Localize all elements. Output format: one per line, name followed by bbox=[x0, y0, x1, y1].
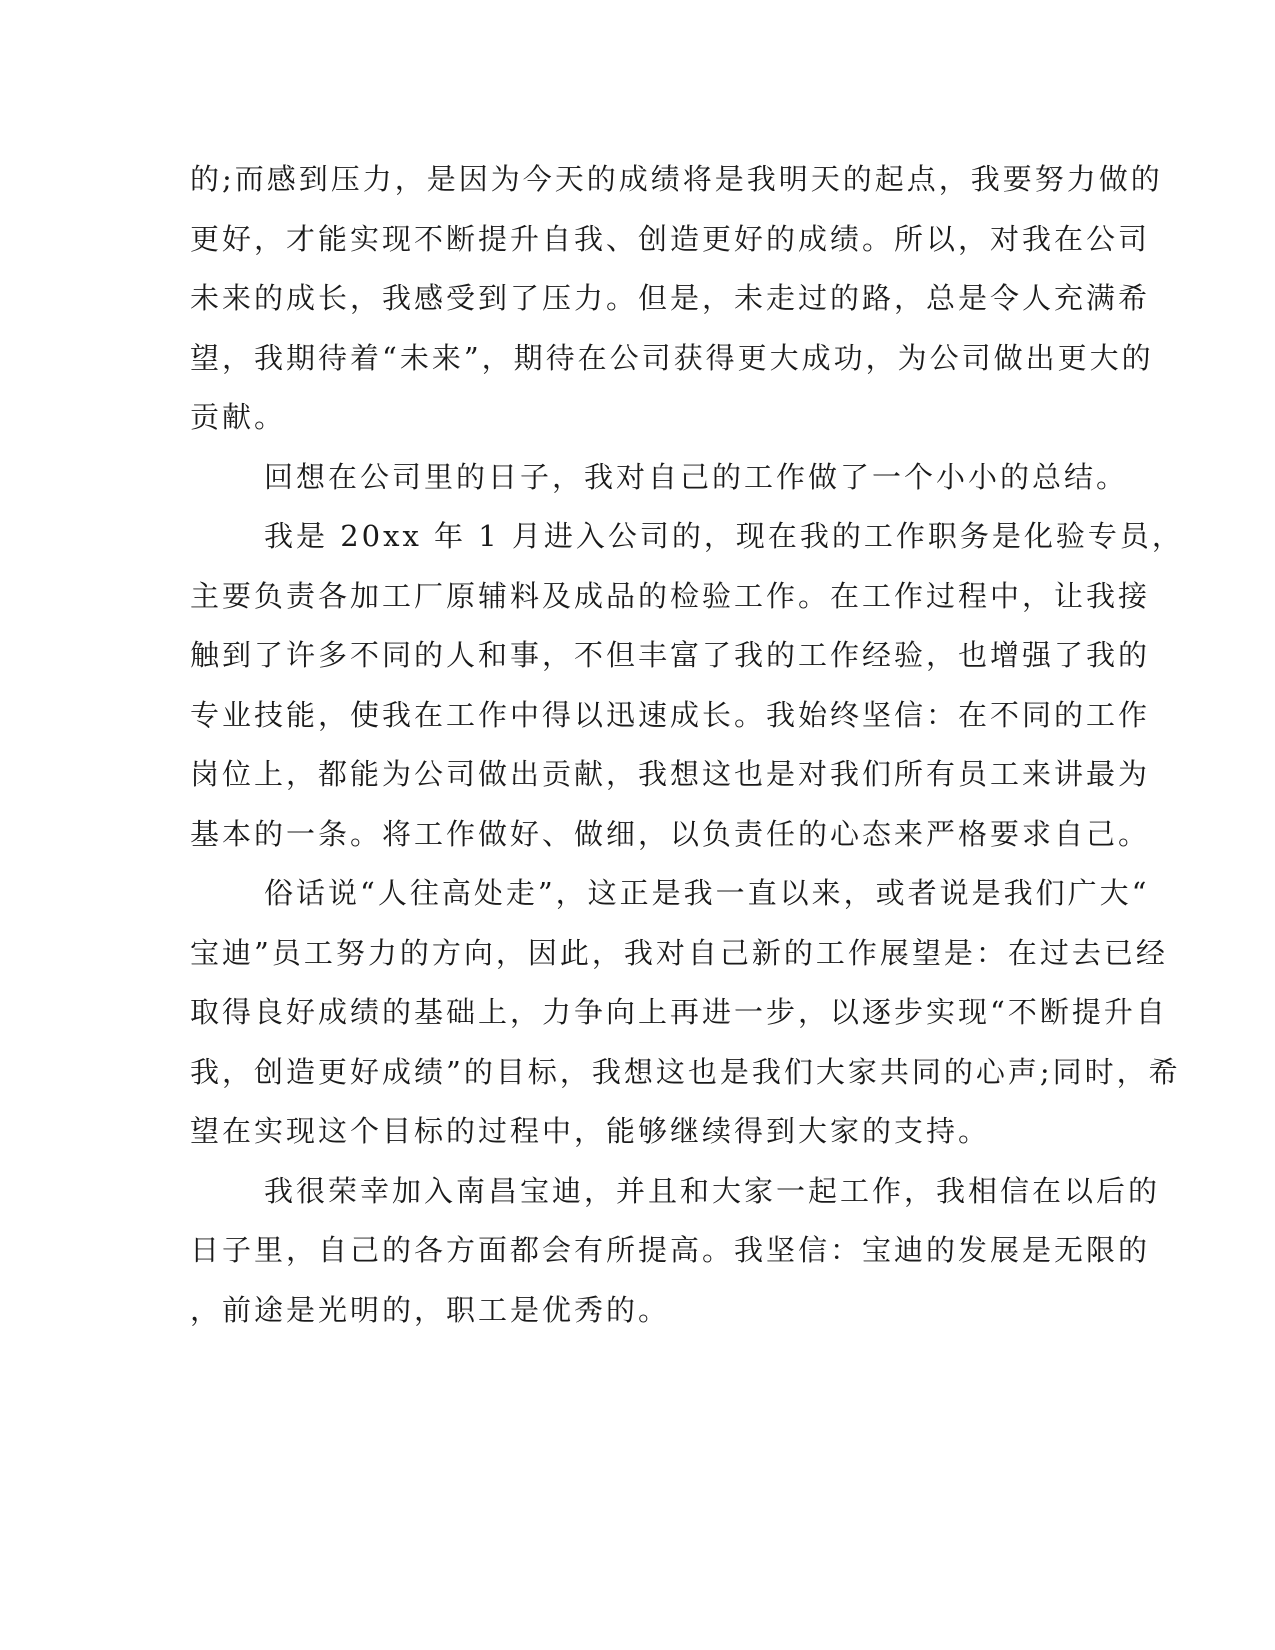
text-line: 我，创造更好成绩”的目标，我想这也是我们大家共同的心声;同时，希 bbox=[190, 1054, 1181, 1089]
text-line: 日子里，自己的各方面都会有所提高。我坚信：宝迪的发展是无限的 bbox=[190, 1233, 1151, 1267]
text-line: 贡献。 bbox=[190, 400, 287, 434]
text-line: 专业技能，使我在工作中得以迅速成长。我始终坚信：在不同的工作 bbox=[190, 697, 1151, 732]
text-line: 望，我期待着“未来”，期待在公司获得更大成功，为公司做出更大的 bbox=[190, 340, 1154, 375]
text-line: 未来的成长，我感受到了压力。但是，未走过的路，总是令人充满希 bbox=[190, 281, 1151, 315]
text-line: 取得良好成绩的基础上，力争向上再进一步，以逐步实现“不断提升自 bbox=[190, 995, 1168, 1029]
text-line: 望在实现这个目标的过程中，能够继续得到大家的支持。 bbox=[190, 1114, 991, 1148]
text-line: 触到了许多不同的人和事，不但丰富了我的工作经验，也增强了我的 bbox=[190, 638, 1151, 672]
text-line: 更好，才能实现不断提升自我、创造更好的成绩。所以，对我在公司 bbox=[190, 221, 1151, 256]
paragraph-first-line: 俗话说“人往高处走”，这正是我一直以来，或者说是我们广大“ bbox=[264, 876, 1150, 910]
text-line: 基本的一条。将工作做好、做细，以负责任的心态来严格要求自己。 bbox=[190, 816, 1151, 851]
paragraph-first-line: 回想在公司里的日子，我对自己的工作做了一个小小的总结。 bbox=[264, 459, 1129, 494]
paragraph-first-line: 我是 20xx 年 1 月进入公司的，现在我的工作职务是化验专员， bbox=[264, 519, 1184, 553]
text-line: ，前途是光明的，职工是优秀的。 bbox=[190, 1292, 671, 1327]
text-line: 的;而感到压力，是因为今天的成绩将是我明天的起点，我要努力做的 bbox=[190, 162, 1163, 196]
text-line: 主要负责各加工厂原辅料及成品的检验工作。在工作过程中，让我接 bbox=[190, 578, 1151, 613]
body-text bbox=[190, 150, 1184, 1340]
paragraph-first-line: 我很荣幸加入南昌宝迪，并且和大家一起工作，我相信在以后的 bbox=[264, 1173, 1161, 1208]
text-line: 宝迪”员工努力的方向，因此，我对自己新的工作展望是：在过去已经 bbox=[190, 935, 1168, 970]
text-line: 岗位上，都能为公司做出贡献，我想这也是对我们所有员工来讲最为 bbox=[190, 757, 1151, 791]
